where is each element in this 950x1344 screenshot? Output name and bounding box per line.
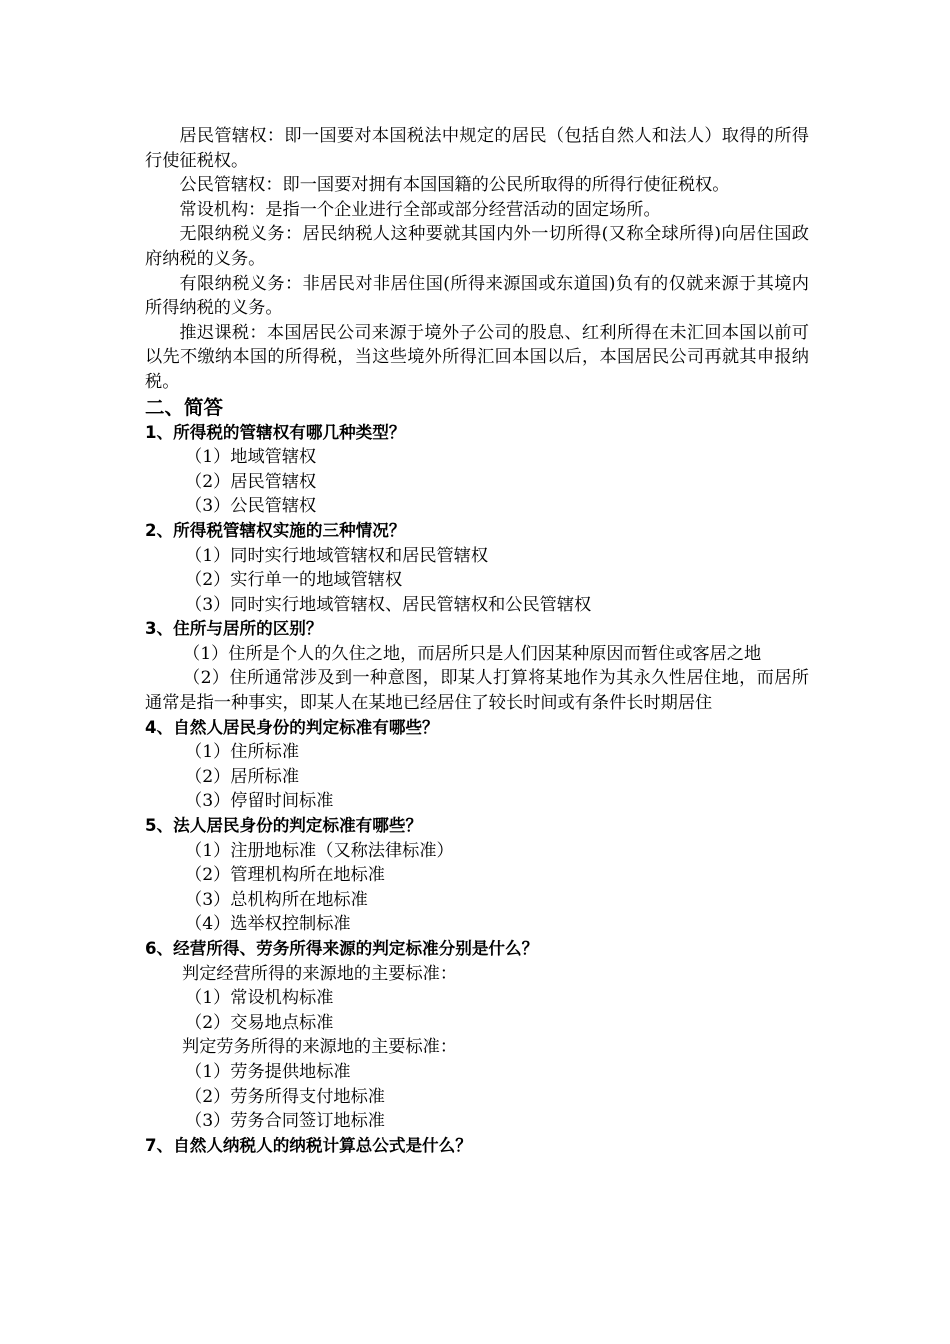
question-title: 2、所得税管辖权实施的三种情况？ <box>145 520 406 540</box>
definitions-block <box>145 124 809 395</box>
question-2 <box>145 519 809 617</box>
list-item: （2）交易地点标准 <box>185 1012 334 1033</box>
question-6 <box>145 937 809 1134</box>
definition-unlimited-tax-liability: 无限纳税义务：居民纳税人这种要就其国内外一切所得(又称全球所得)向居住国政府纳税的义务。 <box>145 224 809 269</box>
list-item: （1）注册地标准（又称法律标准） <box>185 840 454 861</box>
list-item: （2）实行单一的地域管辖权 <box>185 570 403 591</box>
list-item: （3）劳务合同签订地标准 <box>185 1111 385 1132</box>
list-item: （2）劳务所得支付地标准 <box>185 1086 385 1107</box>
definition-tax-deferral: 推迟课税：本国居民公司来源于境外子公司的股息、红利所得在未汇回本国以前可以先不缴纳本国的所得税，当这些境外所得汇回本国以后，本国居民公司再就其申报纳税。 <box>145 322 809 392</box>
subsection-lead: 判定劳务所得的来源地的主要标准： <box>182 1037 458 1058</box>
question-title: 7、自然人纳税人的纳税计算总公式是什么？ <box>145 1135 472 1155</box>
definition-permanent-establishment: 常设机构：是指一个企业进行全部或部分经营活动的固定场所。 <box>179 199 661 220</box>
question-5 <box>145 814 809 937</box>
question-title: 4、自然人居民身份的判定标准有哪些？ <box>145 717 439 737</box>
answer-paragraph: （2）住所通常涉及到一种意图，即某人打算将某地作为其永久性居住地，而居所通常是指一种事实，即某人在某地已经居住了较长时间或有条件长时期居住 <box>145 668 809 714</box>
list-item: （1）劳务提供地标准 <box>185 1061 351 1082</box>
question-4 <box>145 716 809 814</box>
question-title: 1、所得税的管辖权有哪几种类型？ <box>145 422 406 442</box>
question-title: 5、法人居民身份的判定标准有哪些？ <box>145 816 423 836</box>
list-item: （3）停留时间标准 <box>185 791 334 812</box>
list-item: （2）管理机构所在地标准 <box>185 865 385 886</box>
document-page <box>145 124 809 1158</box>
definition-residence-jurisdiction: 居民管辖权：即一国要对本国税法中规定的居民（包括自然人和法人）取得的所得行使征税权。 <box>145 126 809 171</box>
answer-paragraph: （1）住所是个人的久住之地，而居所只是人们因某种原因而暂住或客居之地 <box>183 643 762 664</box>
list-item: （1）住所标准 <box>185 742 300 763</box>
question-1 <box>145 421 809 519</box>
list-item: （3）公民管辖权 <box>185 496 317 517</box>
list-item: （1）地域管辖权 <box>185 447 317 468</box>
list-item: （3）总机构所在地标准 <box>185 889 368 910</box>
definition-limited-tax-liability: 有限纳税义务：非居民对非居住国(所得来源国或东道国)负有的仅就来源于其境内所得纳税的义务。 <box>145 273 809 319</box>
question-title: 3、住所与居所的区别？ <box>145 619 323 639</box>
definition-citizenship-jurisdiction: 公民管辖权：即一国要对拥有本国国籍的公民所取得的所得行使征税权。 <box>179 175 730 196</box>
list-item: （4）选举权控制标准 <box>185 914 351 935</box>
list-item: （2）居所标准 <box>185 766 300 787</box>
question-title: 6、经营所得、劳务所得来源的判定标准分别是什么？ <box>145 939 539 958</box>
subsection-lead: 判定经营所得的来源地的主要标准： <box>182 963 458 984</box>
list-item: （1）同时实行地域管辖权和居民管辖权 <box>185 545 489 566</box>
list-item: （1）常设机构标准 <box>185 988 334 1009</box>
list-item: （3）同时实行地域管辖权、居民管辖权和公民管辖权 <box>185 594 592 615</box>
question-7 <box>145 1134 809 1159</box>
list-item: （2）居民管辖权 <box>185 471 317 492</box>
section-title: 二、简答 <box>145 395 224 419</box>
question-3 <box>145 617 809 715</box>
